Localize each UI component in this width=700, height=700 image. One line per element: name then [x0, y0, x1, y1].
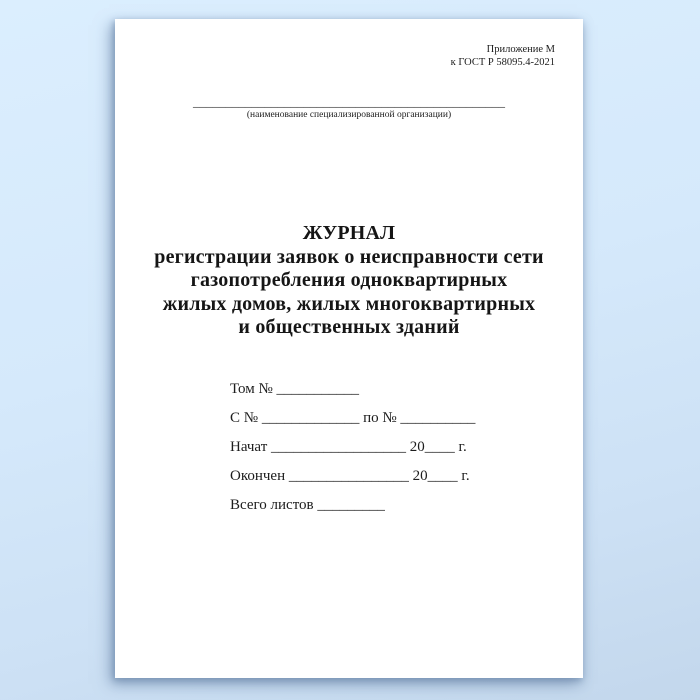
journal-title-line-3: газопотребления одноквартирных: [190, 269, 508, 291]
annex-reference: [451, 44, 555, 69]
journal-cover-page: [115, 19, 583, 678]
form-row-started-date: Начат __________________ 20____ г.: [230, 439, 467, 455]
organization-name-caption: (наименование специализированной организации): [246, 110, 452, 120]
organization-name-section: [115, 95, 583, 121]
organization-name-blank-line: ________________________________________________: [193, 94, 505, 109]
annex-line-2: к ГОСТ Р 58095.4-2021: [450, 56, 555, 68]
form-row-finished-date: Окончен ________________ 20____ г.: [230, 468, 470, 484]
journal-title-line-1: ЖУРНАЛ: [302, 222, 396, 244]
form-fields: [230, 375, 475, 520]
form-row-number-range: С № _____________ по № __________: [230, 410, 476, 426]
journal-title-line-5: и общественных зданий: [238, 316, 460, 338]
annex-line-1: Приложение М: [486, 44, 555, 55]
form-row-volume-number: Том № ___________: [230, 381, 360, 397]
journal-title-line-4: жилых домов, жилых многоквартирных: [162, 292, 536, 315]
journal-title-line-2: регистрации заявок о неисправности сети: [154, 245, 544, 268]
journal-title: [115, 222, 583, 340]
form-row-total-sheets: Всего листов _________: [230, 497, 385, 513]
